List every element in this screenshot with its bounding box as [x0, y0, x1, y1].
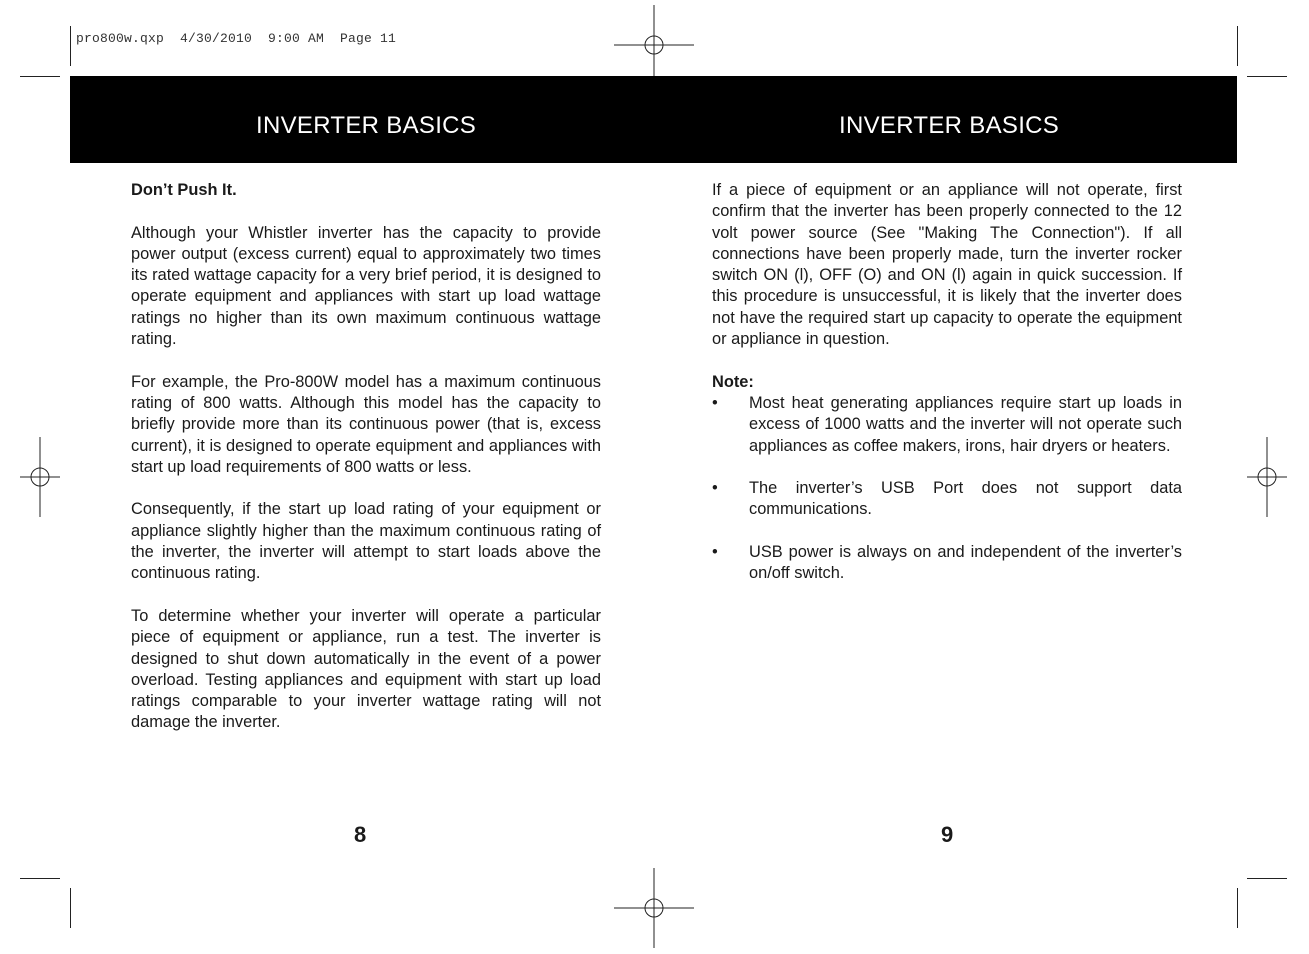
- header-banner: [70, 76, 1237, 163]
- bullet-icon: •: [712, 393, 718, 412]
- note-label: Note:: [712, 372, 754, 391]
- crop-mark: [70, 26, 71, 66]
- left-page-body: [131, 180, 601, 755]
- crop-mark: [1247, 76, 1287, 77]
- right-page-body: [712, 180, 1182, 606]
- crop-mark: [20, 878, 60, 879]
- list-item: [712, 478, 1182, 521]
- paragraph: For example, the Pro-800W model has a maximum continuous rating of 800 watts. Although this model has the capacity to briefly provide more than its continuous power (that is, excess current), it is designed to operate equipment and appliances with start up load requirements of 800 watts or less.: [131, 372, 601, 476]
- right-page-number: 9: [941, 822, 954, 847]
- list-item: [712, 542, 1182, 585]
- paragraph: To determine whether your inverter will operate a particular piece of equipment or appliance, run a test. The inverter is designed to shut down automatically in the event of a power overload. Testing appliances and equipment with start up load ratings comparable to your inverter wattage rating will not damage the inverter.: [131, 606, 601, 732]
- bullet-icon: •: [712, 543, 718, 562]
- registration-mark-icon: [614, 5, 694, 85]
- right-page-header: INVERTER BASICS: [839, 112, 1060, 139]
- list-item-text: USB power is always on and independent of the inverter’s on/off switch.: [749, 543, 1182, 583]
- paragraph: Consequently, if the start up load rating of your equipment or appliance slightly higher than the maximum continuous rating of the inverter, the inverter will attempt to start loads above the continuous rating.: [131, 500, 601, 583]
- registration-mark-icon: [0, 437, 80, 517]
- note-list: [712, 393, 1182, 585]
- crop-mark: [1237, 26, 1238, 66]
- crop-mark: [20, 76, 60, 77]
- crop-mark: [1237, 888, 1238, 928]
- paragraph: Although your Whistler inverter has the capacity to provide power output (excess current) equal to approximately two times its rated wattage capacity for a very brief period, it is designed to operate equipment and appliances with start up load wattage ratings no higher than its own maximum continuous wattage rating.: [131, 223, 601, 349]
- section-heading: Don’t Push It.: [131, 181, 237, 199]
- bullet-icon: •: [712, 479, 718, 498]
- left-page-number: 8: [354, 822, 367, 847]
- registration-mark-icon: [614, 868, 694, 948]
- list-item-text: Most heat generating appliances require start up loads in excess of 1000 watts and the inverter will not operate such appliances as coffee makers, irons, hair dryers or heaters.: [749, 393, 1182, 455]
- list-item-text: The inverter’s USB Port does not support data communications.: [749, 479, 1182, 519]
- crop-mark: [70, 888, 71, 928]
- print-slug: pro800w.qxp 4/30/2010 9:00 AM Page 11: [76, 31, 397, 46]
- registration-mark-icon: [1227, 437, 1307, 517]
- left-page-header: INVERTER BASICS: [256, 112, 477, 139]
- crop-mark: [1247, 878, 1287, 879]
- paragraph: If a piece of equipment or an appliance will not operate, first confirm that the inverter has been properly connected to the 12 volt power source (See "Making The Connection"). If all connections have been properly made, turn the inverter rocker switch ON (l), OFF (O) and ON (l) again in quick succession. If this procedure is unsuccessful, it is likely that the inverter does not have the required start up capacity to operate the equipment or appliance in question.: [712, 181, 1182, 349]
- list-item: [712, 393, 1182, 457]
